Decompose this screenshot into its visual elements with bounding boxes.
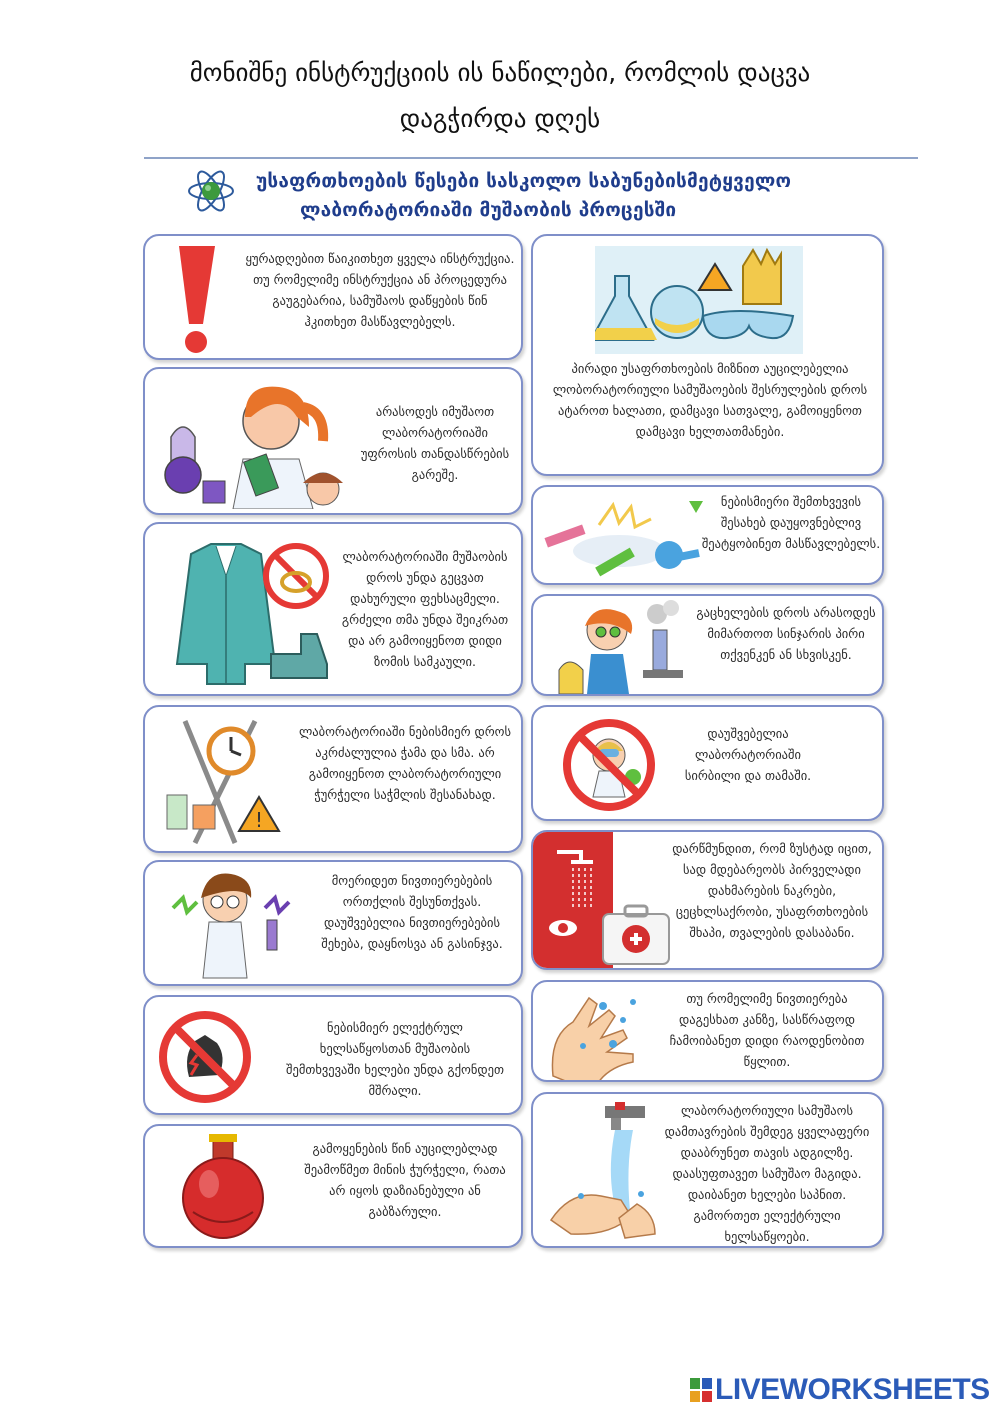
rule-card-no-eating	[143, 705, 523, 853]
rule-card-vapors	[143, 860, 523, 986]
wash-hands-icon	[543, 986, 653, 1080]
rule-text: ნებისმიერ ელექტრულ ხელსაწყოსთან მუშაობის შემთხვევაში ხელები უნდა გქონდეთ მშრალი.	[286, 1020, 504, 1098]
rule-card-protective-gear	[531, 234, 884, 476]
rule-text: პირადი უსაფრთხოების მიზნით აუცილებელია ლობორატორიული სამუშაოების შესრულების დროს ატაროთ ხალათი, დამცავი სათვალე, გამოიყენოთ დამცავი ხელთათმანები.	[552, 361, 868, 439]
broken-glass-icon	[539, 495, 709, 581]
rule-card-skin-contact	[531, 980, 884, 1082]
rule-card-clothing	[143, 522, 523, 696]
rule-card-report-incidents	[531, 485, 884, 585]
rule-text: თუ რომელიმე ნივთიერება დაგესხათ კანზე, სასწრაფოდ ჩამოიბანეთ დიდი რაოდენობით წყლით.	[669, 991, 865, 1069]
rule-text: დაუშვებელია ლაბორატორიაში სირბილი და თამაში.	[684, 726, 812, 783]
rule-text: დარწმუნდით, რომ ზუსტად იცით, სად მდებარეობს პირველადი დახმარების ნაკრები, ცეცხლსაქრობი, უსაფრთხოების შხაპი, თვალების დასაბანი.	[672, 841, 872, 940]
no-playing-icon	[559, 715, 659, 815]
liveworksheets-logo-text: LIVEWORKSHEETS	[715, 1373, 990, 1406]
heating-girl-icon	[557, 600, 697, 694]
rule-text: ლაბორატორიაში მუშაობის დროს უნდა გეცვათ დახურული ფეხსაცმელი. გრძელი თმა უნდა შეიკრათ და არ გამოიყენოთ დიდი ზომის სამკაული.	[341, 549, 509, 669]
instruction-line-1: მონიშნე ინსტრუქციის ის ნაწილები, რომლის დაცვა	[189, 58, 811, 87]
fork-knife-clock-icon	[155, 715, 295, 849]
rule-text: ლაბორატორიული სამუშაოს დამთავრების შემდეგ ყველაფერი დააბრუნეთ თავის ადგილზე. დაასუფთავეთ სამუშაო მაგიდა. დაიბანეთ ხელები საპნით. გამორთეთ ელექტრული ხელსაწყოები.	[664, 1103, 870, 1244]
no-wet-hands-icon	[155, 1007, 255, 1107]
faucet-hands-icon	[541, 1100, 661, 1244]
liveworksheets-logo-icon	[690, 1378, 712, 1402]
rule-card-supervision	[143, 367, 523, 515]
rule-card-heating	[531, 594, 884, 696]
rule-text: გამოყენების წინ აუცილებლად შეამოწმეთ მინის ჭურჭელი, რათა არ იყოს დაზიანებული ან გაბზარული.	[304, 1141, 506, 1219]
liveworksheets-logo[interactable]	[690, 1372, 990, 1408]
rule-text: არასოდეს იმუშაოთ ლაბორატორიაში უფროსის თანდასწრების გარეშე.	[360, 404, 510, 482]
instruction-line-2: დაგჭირდა დღეს	[399, 104, 601, 133]
rule-text: ნებისმიერი შემთხვევის შესახებ დაუყოვნებლივ შეატყობინეთ მასწავლებელს.	[701, 494, 881, 551]
protective-gear-icon	[595, 246, 803, 354]
rule-card-cleanup	[531, 1092, 884, 1248]
exclamation-icon	[165, 242, 225, 356]
rule-card-read-instructions	[143, 234, 523, 360]
rule-card-safety-equipment	[531, 830, 884, 970]
poster-title-line-2: ლაბორატორიაში მუშაობის პროცესში	[300, 199, 677, 221]
rule-card-glassware	[143, 1124, 523, 1248]
safety-shower-icon	[533, 832, 673, 970]
scientist-boy-icon	[165, 868, 305, 984]
poster-title-line-1: უსაფრთხოების წესები სასკოლო საბუნებისმეტყველო	[256, 170, 792, 192]
divider	[144, 157, 918, 159]
flask-icon	[173, 1132, 273, 1244]
rule-text: ყურადღებით წაიკითხეთ ყველა ინსტრუქცია. თუ რომელიმე ინსტრუქცია ან პროცედურა გაუგებარია, სამუშაოს დაწყების წინ ჰკითხეთ მასწავლებელს.	[245, 251, 515, 329]
rule-card-dry-hands	[143, 995, 523, 1115]
rule-card-no-running	[531, 705, 884, 821]
lab-coat-icon	[151, 534, 341, 694]
atom-logo-icon	[186, 166, 236, 216]
svg-text:!: !	[254, 808, 264, 832]
rule-text: გაცხელების დროს არასოდეს მიმართოთ სინჯარის პირი თქვენკენ ან სხვისკენ.	[696, 605, 876, 662]
rule-text: მოერიდეთ ნივთიერებების ორთქლის შესუნთქვას. დაუშვებელია ნივთიერებების შეხება, დაყნოსვა ან გასინჯვა.	[321, 873, 503, 951]
rule-text: ლაბორატორიაში ნებისმიერ დროს აკრძალულია ჭამა და სმა. არ გამოიყენოთ ლაბორატორიული ჭურჭელი საჭმლის შესანახად.	[298, 724, 512, 802]
scientist-girl-icon	[153, 377, 353, 509]
